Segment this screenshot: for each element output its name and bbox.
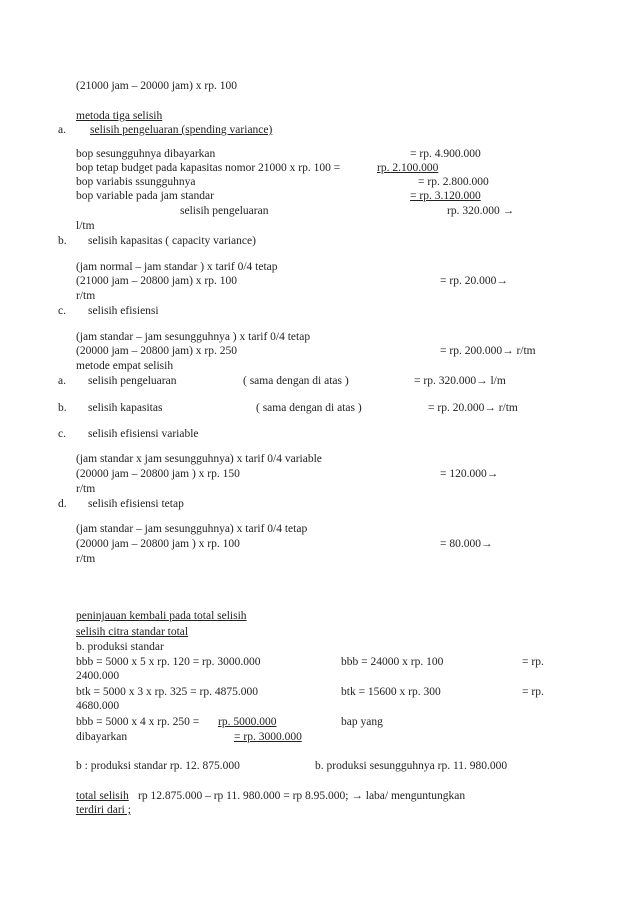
text-line: b. produksi sesungguhnya rp. 11. 980.000 xyxy=(315,760,508,772)
amount: = rp. 3.120.000 xyxy=(410,190,481,202)
text-line: bop tetap budget pada kapasitas nomor 21000 x rp. 100 = xyxy=(76,162,341,174)
list-marker: d. xyxy=(58,498,67,510)
list-marker: a. xyxy=(58,375,66,387)
subsection-heading: selisih efisiensi variable xyxy=(88,428,199,440)
subsection-heading: selisih pengeluaran xyxy=(88,375,177,387)
text-line: l/tm xyxy=(76,220,95,232)
amount: = 80.000→ xyxy=(440,538,493,550)
text-line: bbb = 5000 x 5 x rp. 120 = rp. 3000.000 xyxy=(76,656,261,668)
list-marker: c. xyxy=(58,428,66,440)
text-line: rp 12.875.000 – rp 11. 980.000 = rp 8.95.000; → laba/ menguntungkan xyxy=(138,790,466,802)
amount: = rp. 4.900.000 xyxy=(410,148,481,160)
amount: = rp. xyxy=(522,656,544,668)
text-line: (21000 jam – 20000 jam) x rp. 100 xyxy=(76,80,237,92)
text-line: ( sama dengan di atas ) xyxy=(256,402,362,414)
text-line: 4680.000 xyxy=(76,700,120,712)
amount: = rp. xyxy=(522,686,544,698)
text-line: bop sesungguhnya dibayarkan xyxy=(76,148,216,160)
text-line: (jam standar x jam sesungguhnya) x tarif 0/4 variable xyxy=(76,453,322,465)
text-line: (20000 jam – 20800 jam ) x rp. 150 xyxy=(76,468,240,480)
text-line: btk = 15600 x rp. 300 xyxy=(341,686,441,698)
text-line: bbb = 24000 x rp. 100 xyxy=(341,656,444,668)
text-line: r/tm xyxy=(76,290,96,302)
text-line: (jam normal – jam standar ) x tarif 0/4 tetap xyxy=(76,261,278,273)
amount: = rp. 20.000→ r/tm xyxy=(428,402,518,414)
amount: = rp. 200.000→ r/tm xyxy=(440,345,536,357)
subsection-heading: selisih pengeluaran (spending variance) xyxy=(90,124,273,136)
text-line: dibayarkan xyxy=(76,731,128,743)
text-line: selisih pengeluaran xyxy=(180,205,269,217)
amount: = rp. 3000.000 xyxy=(234,731,302,743)
section-heading: peninjauan kembali pada total selisih xyxy=(76,610,247,622)
text-line: bop variable pada jam standar xyxy=(76,190,214,202)
subsection-heading: selisih efisiensi tetap xyxy=(88,498,184,510)
list-marker: b. xyxy=(58,235,67,247)
text-line: bbb = 5000 x 4 x rp. 250 = xyxy=(76,716,200,728)
text-line: 2400.000 xyxy=(76,670,120,682)
text-line: terdiri dari ; xyxy=(76,804,131,816)
subsection-heading: selisih kapasitas ( capacity variance) xyxy=(88,235,256,247)
list-marker: a. xyxy=(58,124,66,136)
text-line: b. produksi standar xyxy=(76,641,164,653)
text-line: bop variabis ssungguhnya xyxy=(76,176,196,188)
list-marker: b. xyxy=(58,402,67,414)
text-line: (jam standar – jam sesungguhnya) x tarif 0/4 tetap xyxy=(76,523,308,535)
text-line: r/tm xyxy=(76,553,96,565)
text-line: (21000 jam – 20800 jam) x rp. 100 xyxy=(76,275,237,287)
amount: = rp. 20.000→ xyxy=(440,275,508,287)
amount: rp. 2.100.000 xyxy=(377,162,439,174)
text-line: (jam standar – jam sesungguhnya ) x tarif 0/4 tetap xyxy=(76,331,311,343)
amount: rp. 5000.000 xyxy=(218,716,277,728)
text-line: btk = 5000 x 3 x rp. 325 = rp. 4875.000 xyxy=(76,686,258,698)
text-line: ( sama dengan di atas ) xyxy=(243,375,349,387)
text-line: bap yang xyxy=(341,716,383,728)
amount: = rp. 2.800.000 xyxy=(418,176,489,188)
text-line: r/tm xyxy=(76,483,96,495)
subsection-heading: selisih efisiensi xyxy=(88,305,159,317)
text-line: total selisih xyxy=(76,790,129,802)
section-heading: metoda tiga selisih xyxy=(76,110,163,122)
text-line: (20000 jam – 20800 jam) x rp. 250 xyxy=(76,345,237,357)
amount: rp. 320.000 → xyxy=(447,205,515,217)
section-heading: metode empat selisih xyxy=(76,360,174,372)
section-heading: selisih citra standar total xyxy=(76,626,189,638)
list-marker: c. xyxy=(58,305,66,317)
text-line: b : produksi standar rp. 12. 875.000 xyxy=(76,760,240,772)
amount: = 120.000→ xyxy=(440,468,499,480)
amount: = rp. 320.000→ l/m xyxy=(414,375,506,387)
subsection-heading: selisih kapasitas xyxy=(88,402,163,414)
text-line: (20000 jam – 20800 jam ) x rp. 100 xyxy=(76,538,240,550)
